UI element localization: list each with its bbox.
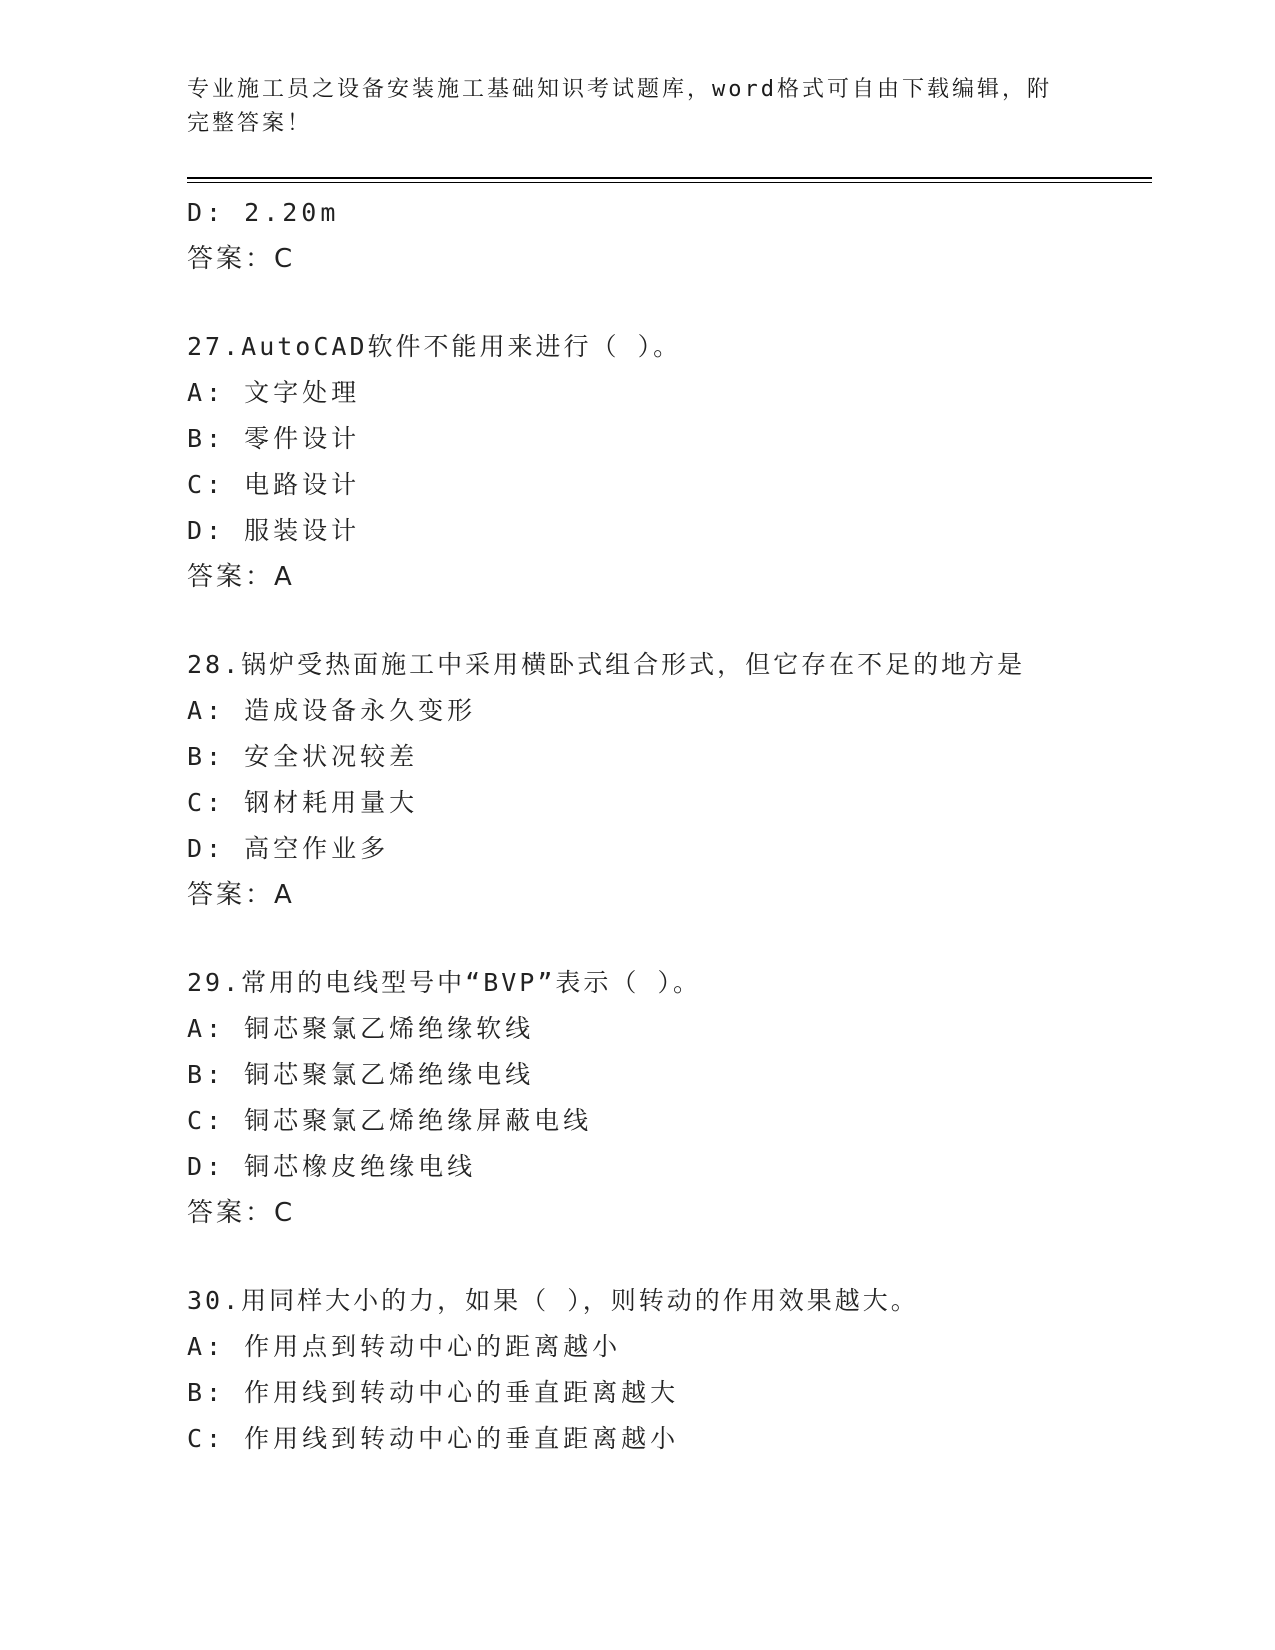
option-a: A: 作用点到转动中心的距离越小 [187, 1332, 622, 1361]
option-b: B: 铜芯聚氯乙烯绝缘电线 [187, 1060, 535, 1089]
previous-question-tail [187, 190, 1147, 282]
option-c: C: 作用线到转动中心的垂直距离越小 [187, 1424, 680, 1453]
answer: 答案：A [187, 562, 295, 592]
option-a: A: 文字处理 [187, 378, 361, 407]
option-d: D: 服装设计 [187, 516, 361, 545]
question-stem: 27.AutoCAD软件不能用来进行（ ）。 [187, 332, 682, 361]
question-list [187, 190, 1147, 1462]
question-28 [187, 642, 1147, 918]
header-divider-thin [187, 182, 1152, 183]
option-b: B: 作用线到转动中心的垂直距离越大 [187, 1378, 680, 1407]
document-header: 专业施工员之设备安装施工基础知识考试题库，word格式可自由下载编辑，附完整答案！ [187, 77, 1052, 136]
answer: 答案：C [187, 244, 296, 274]
header-divider [187, 177, 1152, 179]
question-stem: 29.常用的电线型号中“BVP”表示（ ）。 [187, 968, 701, 997]
option-d: D: 高空作业多 [187, 834, 390, 863]
option-b: B: 零件设计 [187, 424, 361, 453]
question-27 [187, 324, 1147, 600]
question-30 [187, 1278, 1147, 1462]
option-d: D: 2.20m [187, 198, 340, 227]
option-c: C: 铜芯聚氯乙烯绝缘屏蔽电线 [187, 1106, 593, 1135]
option-a: A: 铜芯聚氯乙烯绝缘软线 [187, 1014, 535, 1043]
question-29 [187, 960, 1147, 1236]
option-b: B: 安全状况较差 [187, 742, 419, 771]
option-d: D: 铜芯橡皮绝缘电线 [187, 1152, 477, 1181]
question-stem: 28.锅炉受热面施工中采用横卧式组合形式，但它存在不足的地方是 [187, 650, 1026, 679]
answer: 答案：C [187, 1198, 296, 1228]
answer: 答案：A [187, 880, 295, 910]
option-a: A: 造成设备永久变形 [187, 696, 477, 725]
question-stem: 30.用同样大小的力，如果（ ），则转动的作用效果越大。 [187, 1286, 919, 1315]
option-c: C: 钢材耗用量大 [187, 788, 419, 817]
option-c: C: 电路设计 [187, 470, 361, 499]
